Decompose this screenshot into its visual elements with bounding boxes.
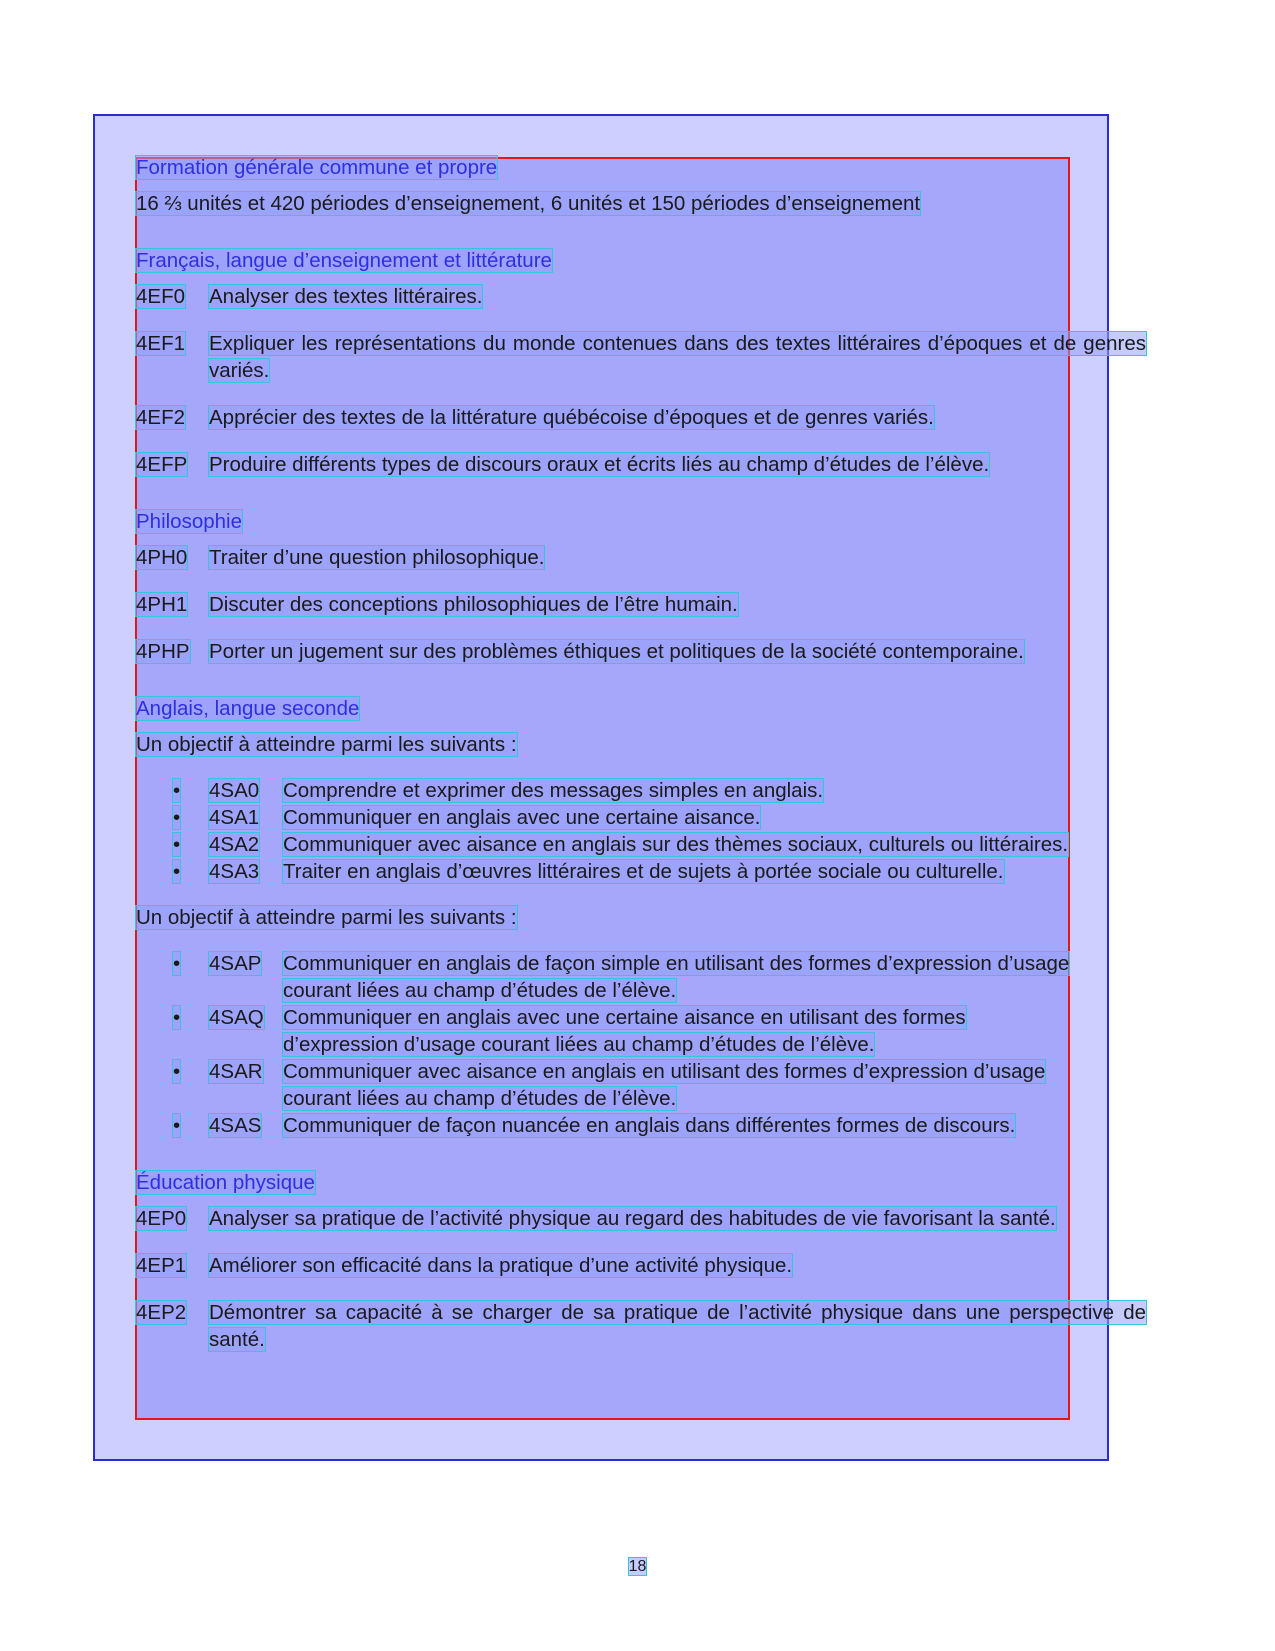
page-number: 18 bbox=[628, 1558, 647, 1575]
objective-text: Communiquer en anglais avec une certaine aisance. bbox=[283, 806, 761, 829]
objective-code: 4SA2 bbox=[209, 833, 260, 856]
list-item bbox=[173, 950, 1146, 1004]
objective-text: Analyser sa pratique de l’activité physique au regard des habitudes de vie favorisant la santé. bbox=[209, 1207, 1056, 1230]
objective-item bbox=[136, 283, 1146, 310]
objective-code: 4EF0 bbox=[136, 285, 185, 308]
objective-code: 4EP1 bbox=[136, 1254, 187, 1277]
objective-code: 4SAR bbox=[209, 1060, 263, 1083]
bullet-icon: • bbox=[173, 1006, 181, 1029]
list-item bbox=[173, 1004, 1146, 1058]
objective-code: 4EFP bbox=[136, 453, 188, 476]
list-item bbox=[173, 804, 1146, 831]
choice-instruction: Un objectif à atteindre parmi les suivants : bbox=[136, 733, 517, 756]
objective-code: 4SAP bbox=[209, 952, 262, 975]
section-heading-philosophie: Philosophie bbox=[136, 510, 242, 533]
objective-code: 4EP0 bbox=[136, 1207, 187, 1230]
document-body bbox=[136, 154, 1146, 1353]
bullet-icon: • bbox=[173, 860, 181, 883]
objective-text: Produire différents types de discours oraux et écrits liés au champ d’études de l’élève. bbox=[209, 453, 990, 476]
objective-item bbox=[136, 638, 1146, 665]
objective-code: 4EF2 bbox=[136, 406, 185, 429]
objective-item bbox=[136, 1299, 1146, 1353]
objective-code: 4SA0 bbox=[209, 779, 260, 802]
objective-text: Communiquer en anglais avec une certaine aisance en utilisant des formes d’expression d’usage courant liées au champ d’études de l’élève. bbox=[283, 1006, 966, 1056]
objective-text: Traiter en anglais d’œuvres littéraires et de sujets à portée sociale ou culturelle. bbox=[283, 860, 1004, 883]
objective-item bbox=[136, 544, 1146, 571]
objective-text: Discuter des conceptions philosophiques de l’être humain. bbox=[209, 593, 738, 616]
objective-code: 4SA3 bbox=[209, 860, 260, 883]
list-item bbox=[173, 1058, 1146, 1112]
objective-text: Communiquer avec aisance en anglais en utilisant des formes d’expression d’usage courant liées au champ d’études de l’élève. bbox=[283, 1060, 1046, 1110]
bullet-icon: • bbox=[173, 952, 181, 975]
objective-code: 4SAQ bbox=[209, 1006, 264, 1029]
bullet-icon: • bbox=[173, 806, 181, 829]
objective-code: 4PH0 bbox=[136, 546, 188, 569]
objective-text: Traiter d’une question philosophique. bbox=[209, 546, 545, 569]
bullet-icon: • bbox=[173, 833, 181, 856]
bullet-icon: • bbox=[173, 1114, 181, 1137]
objective-item bbox=[136, 451, 1146, 478]
objective-item bbox=[136, 404, 1146, 431]
objective-code: 4EF1 bbox=[136, 332, 185, 355]
bullet-icon: • bbox=[173, 1060, 181, 1083]
section-heading-francais: Français, langue d’enseignement et littérature bbox=[136, 249, 552, 272]
list-item bbox=[173, 777, 1146, 804]
list-item bbox=[173, 858, 1146, 885]
objective-item bbox=[136, 330, 1146, 384]
choice-instruction: Un objectif à atteindre parmi les suivants : bbox=[136, 906, 517, 929]
objective-text: Communiquer de façon nuancée en anglais dans différentes formes de discours. bbox=[283, 1114, 1016, 1137]
list-item bbox=[173, 831, 1146, 858]
objective-text: Expliquer les représentations du monde contenues dans des textes littéraires d’époques et de genres variés. bbox=[209, 332, 1146, 382]
objective-text: Porter un jugement sur des problèmes éthiques et politiques de la société contemporaine. bbox=[209, 640, 1024, 663]
objective-text: Communiquer en anglais de façon simple en utilisant des formes d’expression d’usage courant liées au champ d’études de l’élève. bbox=[283, 952, 1070, 1002]
section-heading-anglais: Anglais, langue seconde bbox=[136, 697, 360, 720]
objective-code: 4SA1 bbox=[209, 806, 260, 829]
document-subtitle: 16 ⅔ unités et 420 périodes d’enseignement, 6 unités et 150 périodes d’enseignement bbox=[136, 192, 921, 215]
objective-code: 4SAS bbox=[209, 1114, 262, 1137]
bullet-list bbox=[173, 777, 1146, 885]
bullet-list bbox=[173, 950, 1146, 1139]
objective-item bbox=[136, 591, 1146, 618]
objective-text: Comprendre et exprimer des messages simples en anglais. bbox=[283, 779, 824, 802]
objective-text: Analyser des textes littéraires. bbox=[209, 285, 483, 308]
objective-code: 4EP2 bbox=[136, 1301, 187, 1324]
bullet-icon: • bbox=[173, 779, 181, 802]
document-title: Formation générale commune et propre bbox=[136, 156, 498, 179]
section-heading-education-physique: Éducation physique bbox=[136, 1171, 315, 1194]
objective-code: 4PH1 bbox=[136, 593, 188, 616]
list-item bbox=[173, 1112, 1146, 1139]
objective-text: Apprécier des textes de la littérature québécoise d’époques et de genres variés. bbox=[209, 406, 934, 429]
objective-text: Communiquer avec aisance en anglais sur des thèmes sociaux, culturels ou littéraires. bbox=[283, 833, 1069, 856]
objective-code: 4PHP bbox=[136, 640, 190, 663]
objective-item bbox=[136, 1252, 1146, 1279]
objective-text: Améliorer son efficacité dans la pratique d’une activité physique. bbox=[209, 1254, 793, 1277]
objective-item bbox=[136, 1205, 1146, 1232]
objective-text: Démontrer sa capacité à se charger de sa pratique de l’activité physique dans une perspective de santé. bbox=[209, 1301, 1146, 1351]
